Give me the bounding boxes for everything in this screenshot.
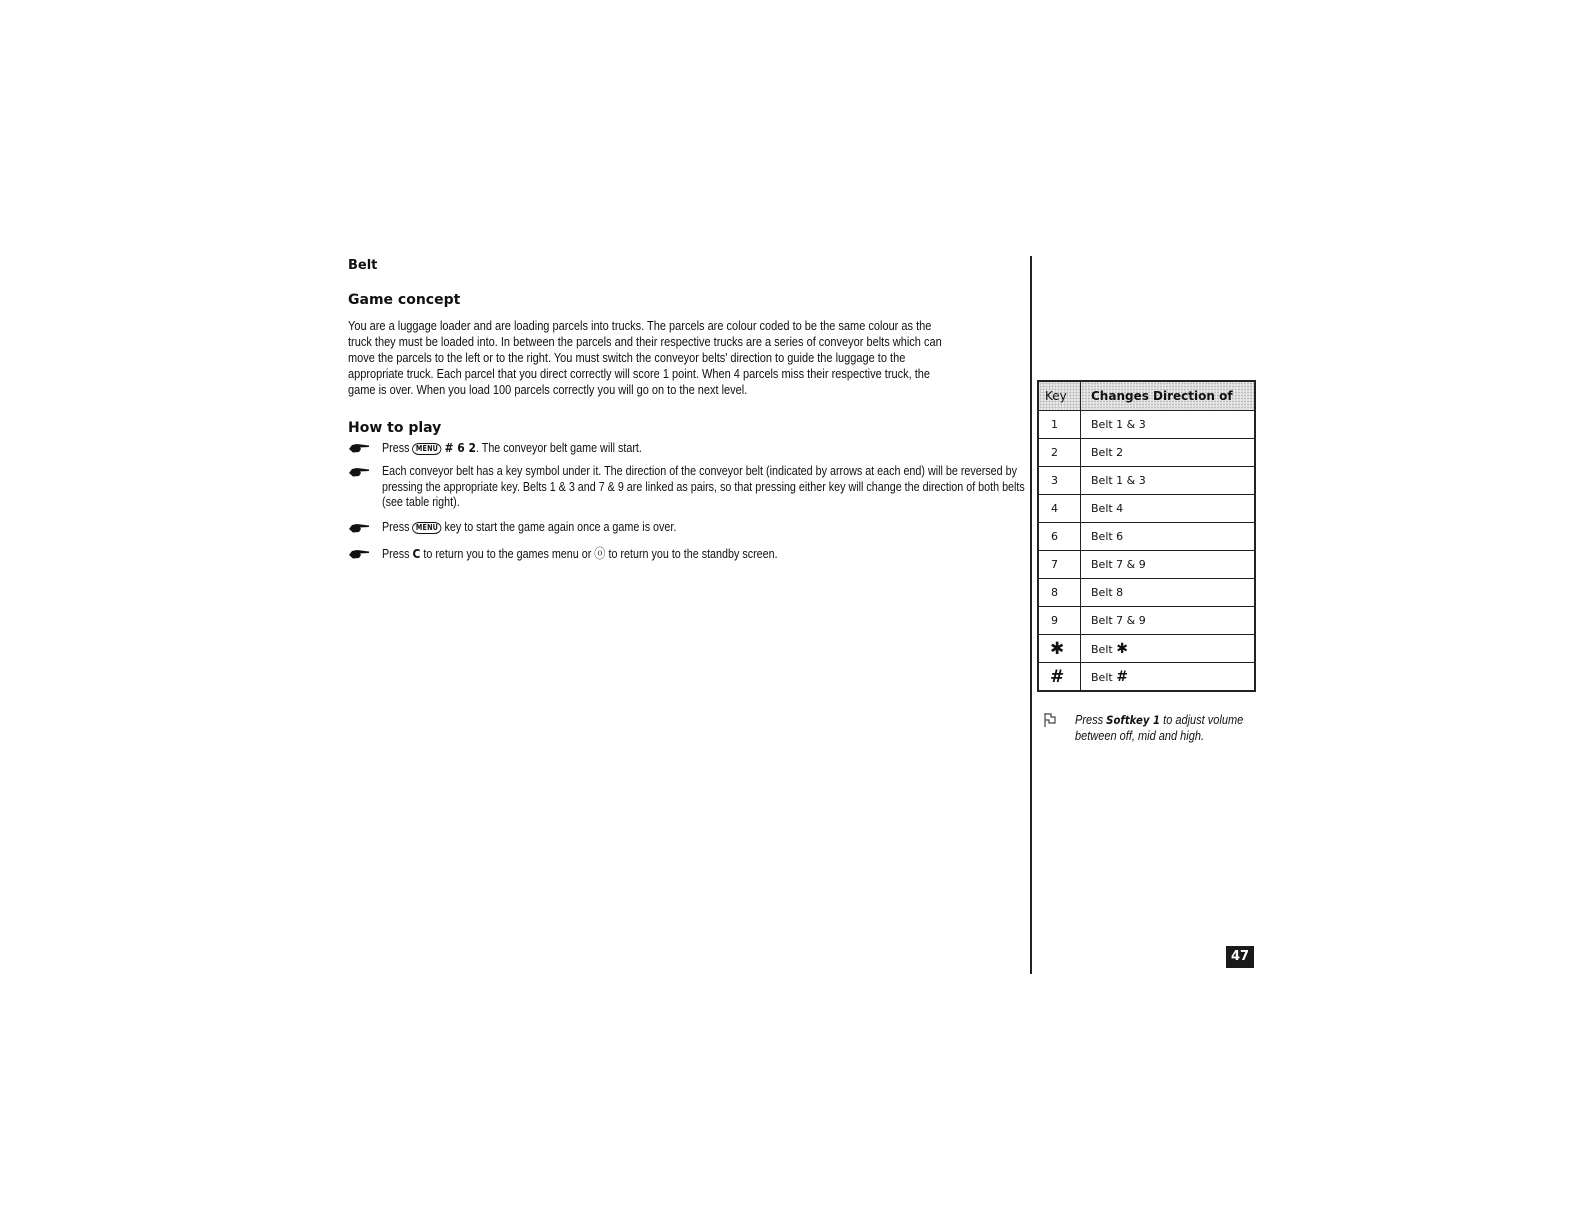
hash-key-icon: # xyxy=(1038,663,1081,692)
note-flag-icon xyxy=(1043,712,1059,728)
key-cell: 6 xyxy=(1038,523,1081,551)
step-2-text: Each conveyor belt has a key symbol under it. The direction of the conveyor belt (indicated by arrows at each end) will be reversed by pressing the appropriate key. Belts 1 & 3 and 7 & 9 are linked as pairs, so that pressing either key will change the direction of both belts (see table right). xyxy=(382,464,1025,509)
belt-cell: Belt 1 & 3 xyxy=(1081,411,1256,439)
table-row xyxy=(1038,635,1255,663)
end-key-icon: ⓞ xyxy=(594,547,606,562)
table-row xyxy=(1038,551,1255,579)
key-cell: 4 xyxy=(1038,495,1081,523)
table-row xyxy=(1038,523,1255,551)
game-concept-heading: Game concept xyxy=(348,292,461,308)
header-changes-direction: Changes Direction of xyxy=(1081,381,1256,411)
table-row xyxy=(1038,439,1255,467)
belt-cell: Belt 7 & 9 xyxy=(1081,607,1256,635)
step-3-post: key to start the game again once a game is over. xyxy=(444,520,677,534)
section-title: Belt xyxy=(348,258,378,273)
table-row xyxy=(1038,411,1255,439)
table-row xyxy=(1038,663,1255,692)
page-number: 47 xyxy=(1226,946,1254,968)
header-key: Key xyxy=(1038,381,1081,411)
key-direction-table xyxy=(1037,380,1256,692)
key-cell: 9 xyxy=(1038,607,1081,635)
table-row xyxy=(1038,607,1255,635)
note-softkey: Softkey 1 xyxy=(1106,713,1161,727)
belt-cell xyxy=(1081,635,1256,663)
menu-key-icon: MENU xyxy=(412,443,441,455)
step-1-post: . The conveyor belt game will start. xyxy=(475,441,642,455)
step-4-pre: Press xyxy=(382,547,410,561)
belt-cell: Belt 1 & 3 xyxy=(1081,467,1256,495)
table-row xyxy=(1038,467,1255,495)
step-1-keys: # 6 2 xyxy=(444,440,476,455)
key-cell: 2 xyxy=(1038,439,1081,467)
game-concept-paragraph: You are a luggage loader and are loading parcels into trucks. The parcels are colour coded to be the same colour as the truck they must be loaded into. In between the parcels and their respective trucks are a series of conveyor belts which can move the parcels to the left or to the right. You must switch the conveyor belts' direction to guide the luggage to the appropriate truck. Each parcel that you direct correctly will score 1 point. When 4 parcels miss their respective truck, the game is over. When you load 100 parcels correctly you will go on to the next level. xyxy=(348,319,942,397)
volume-note xyxy=(1075,712,1269,744)
star-key-icon: ✱ xyxy=(1116,640,1128,657)
belt-cell: Belt 2 xyxy=(1081,439,1256,467)
note-post: to adjust volume between off, mid and high. xyxy=(1075,713,1244,743)
belt-prefix: Belt xyxy=(1091,670,1113,684)
table-row xyxy=(1038,579,1255,607)
menu-key-icon: MENU xyxy=(412,522,441,534)
belt-cell: Belt 6 xyxy=(1081,523,1256,551)
star-key-icon: ✱ xyxy=(1038,635,1081,663)
table-row xyxy=(1038,495,1255,523)
belt-cell: Belt 8 xyxy=(1081,579,1256,607)
c-key: C xyxy=(412,546,421,561)
step-4-post: to return you to the standby screen. xyxy=(608,547,778,561)
key-cell: 1 xyxy=(1038,411,1081,439)
key-cell: 7 xyxy=(1038,551,1081,579)
note-pre: Press xyxy=(1075,713,1104,727)
column-divider xyxy=(1030,256,1032,974)
hash-key-icon: # xyxy=(1116,668,1128,685)
step-3-pre: Press xyxy=(382,520,410,534)
table-header-row xyxy=(1038,381,1255,411)
belt-cell: Belt 4 xyxy=(1081,495,1256,523)
pointing-hand-icon xyxy=(348,464,370,478)
step-1-pre: Press xyxy=(382,441,410,455)
pointing-hand-icon xyxy=(348,546,370,560)
pointing-hand-icon xyxy=(348,520,370,534)
how-to-play-heading: How to play xyxy=(348,420,442,436)
belt-prefix: Belt xyxy=(1091,642,1113,656)
pointing-hand-icon xyxy=(348,440,370,454)
key-cell: 8 xyxy=(1038,579,1081,607)
key-cell: 3 xyxy=(1038,467,1081,495)
belt-cell xyxy=(1081,663,1256,692)
belt-cell: Belt 7 & 9 xyxy=(1081,551,1256,579)
step-4-mid: to return you to the games menu or xyxy=(423,547,592,561)
